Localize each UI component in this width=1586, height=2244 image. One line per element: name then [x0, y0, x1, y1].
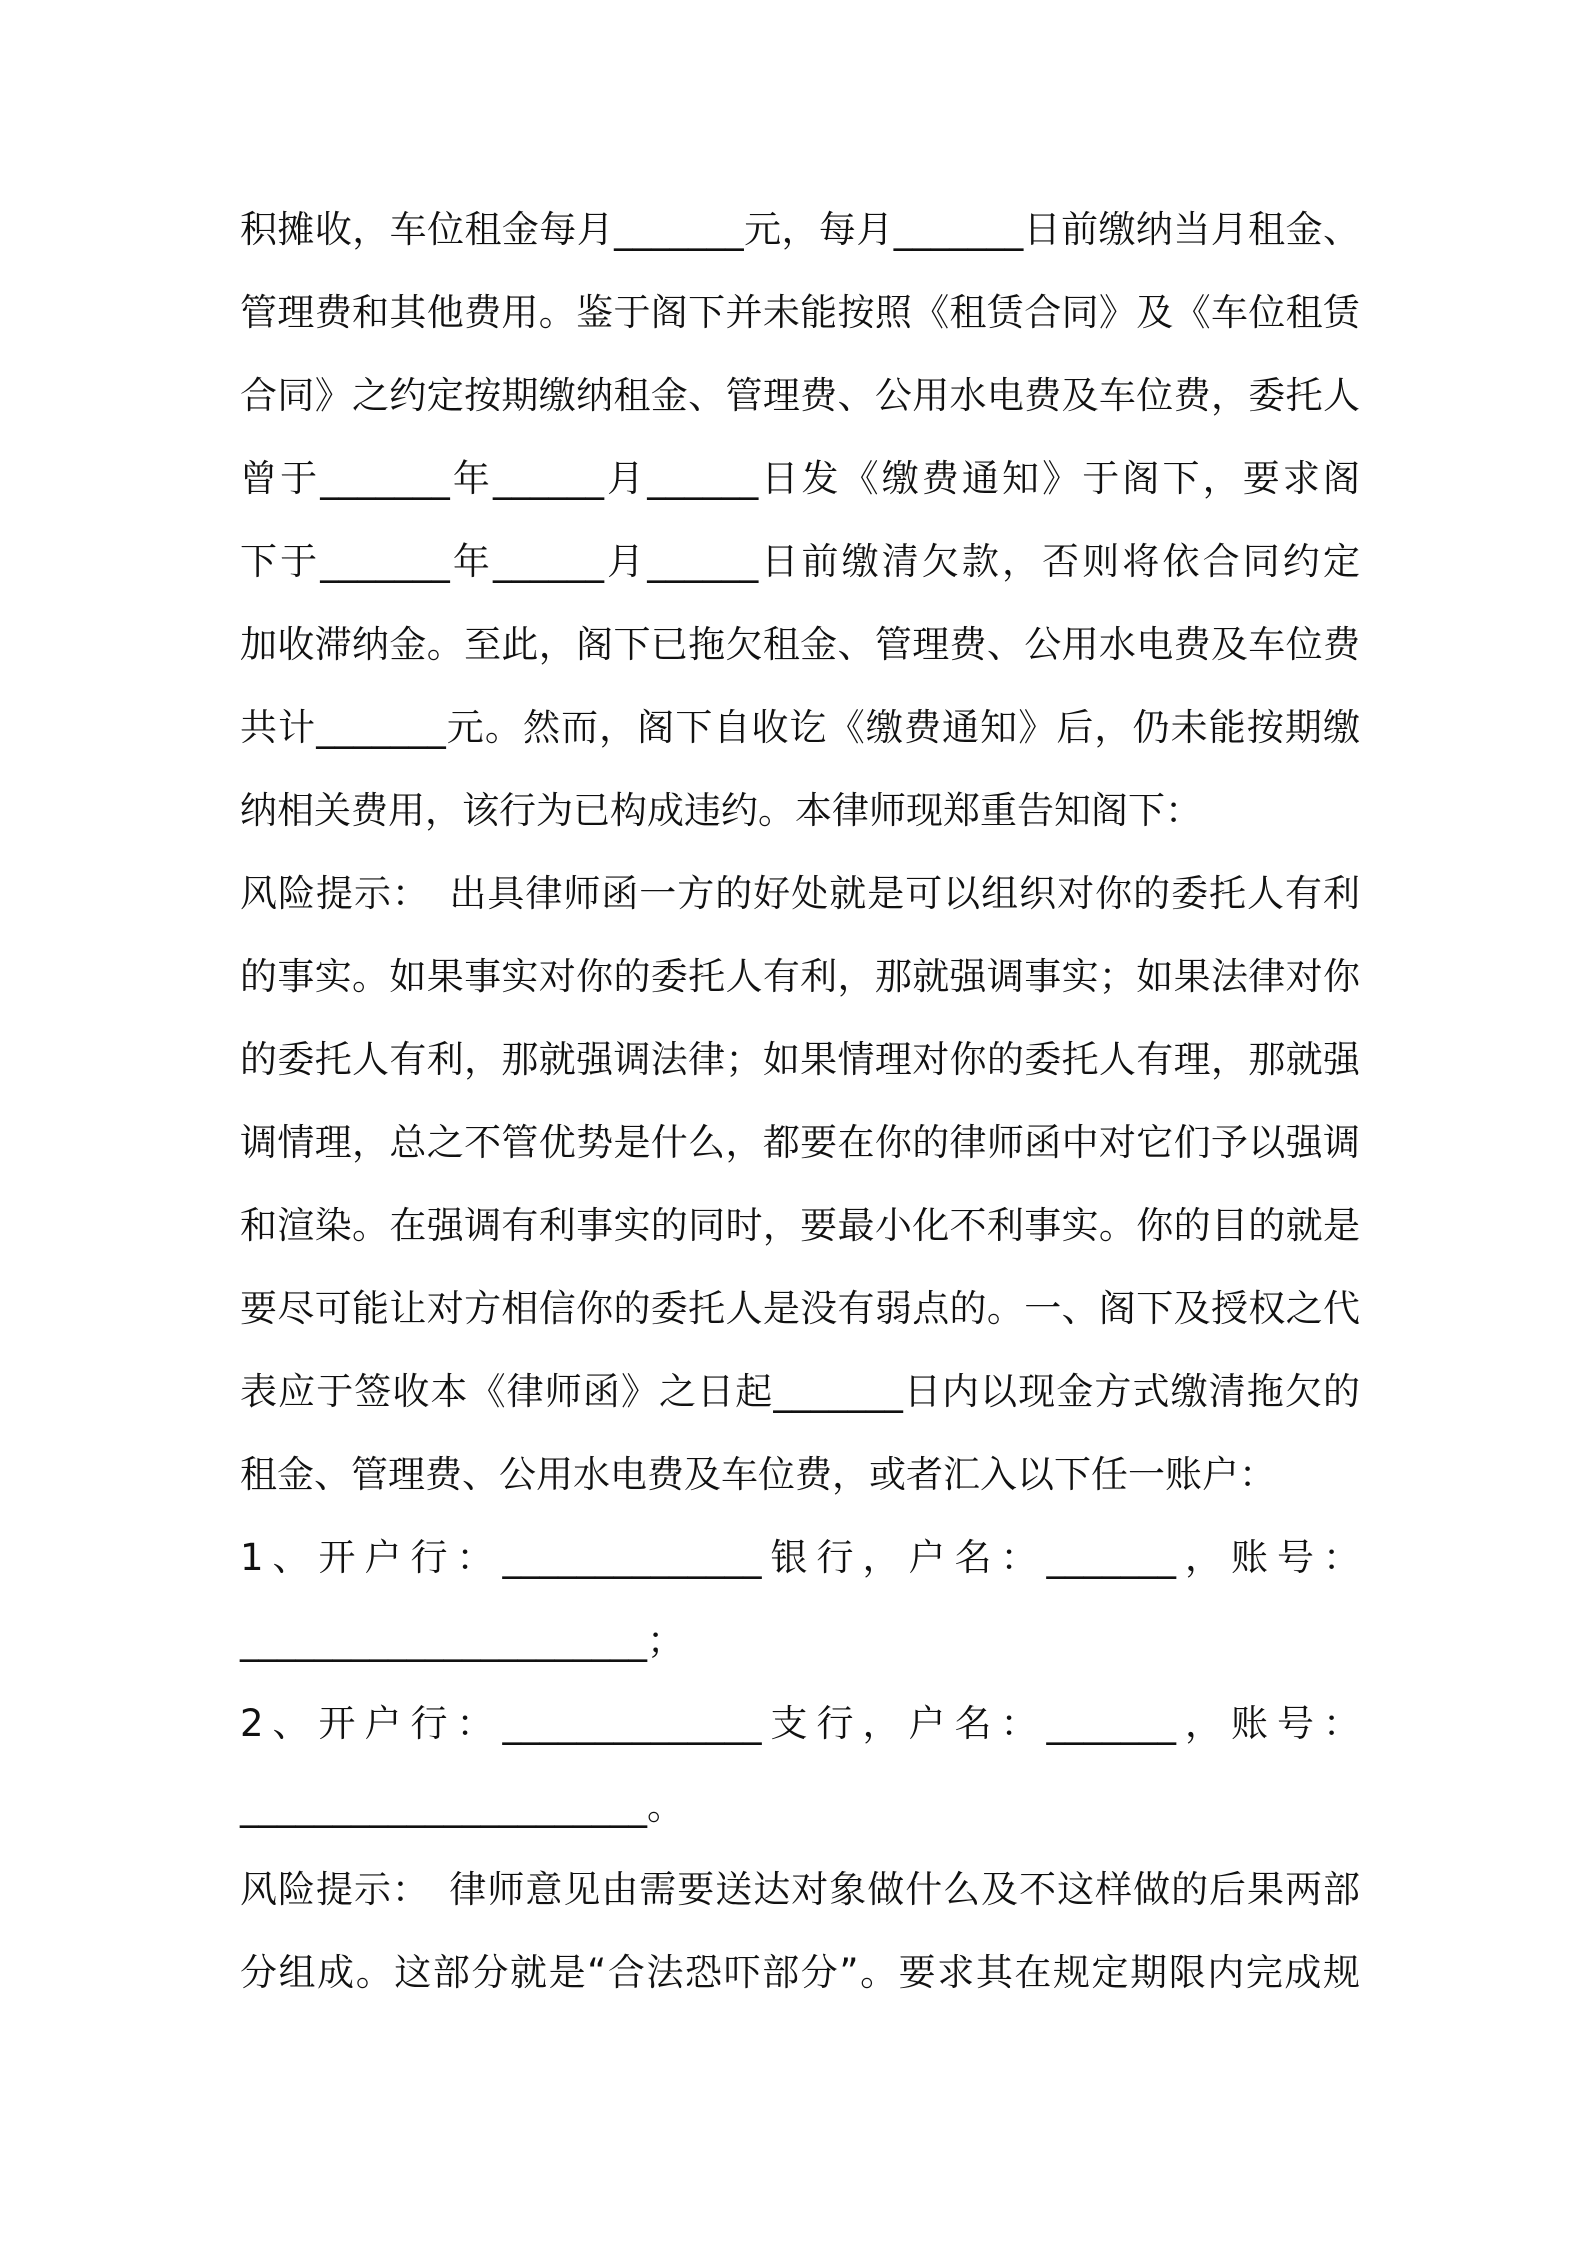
text-line: 的委托人有利，那就强调法律；如果情理对你的委托人有理，那就强: [240, 1038, 1360, 1081]
text-line: 曾于_______年______月______日发《缴费通知》于阁下，要求阁: [240, 457, 1360, 500]
text-line: 表应于签收本《律师函》之日起_______日内以现金方式缴清拖欠的: [240, 1370, 1360, 1413]
account-line-1: 1、开户行：______________银行，户名：_______，账号：: [240, 1536, 1360, 1579]
text-line: 和渲染。在强调有利事实的同时，要最小化不利事实。你的目的就是: [240, 1204, 1360, 1247]
text-line: 分组成。这部分就是“合法恐吓部分”。要求其在规定期限内完成规: [240, 1951, 1360, 1994]
text-line: 加收滞纳金。至此，阁下已拖欠租金、管理费、公用水电费及车位费: [240, 623, 1360, 666]
text-line: 调情理，总之不管优势是什么，都要在你的律师函中对它们予以强调: [240, 1121, 1360, 1164]
text-line: 的事实。如果事实对你的委托人有利，那就强调事实；如果法律对你: [240, 955, 1360, 998]
text-line: 租金、管理费、公用水电费及车位费，或者汇入以下任一账户：: [240, 1453, 1276, 1496]
text-line: 共计_______元。然而，阁下自收讫《缴费通知》后，仍未能按期缴: [240, 706, 1360, 749]
text-line: 要尽可能让对方相信你的委托人是没有弱点的。一、阁下及授权之代: [240, 1287, 1360, 1330]
account-number-blank-2: ______________________。: [240, 1785, 684, 1828]
text-line: 管理费和其他费用。鉴于阁下并未能按照《租赁合同》及《车位租赁: [240, 291, 1360, 334]
text-line: 下于_______年______月______日前缴清欠款，否则将依合同约定: [240, 540, 1360, 583]
text-line: 纳相关费用，该行为已构成违约。本律师现郑重告知阁下：: [240, 789, 1202, 832]
text-line: 合同》之约定按期缴纳租金、管理费、公用水电费及车位费，委托人: [240, 374, 1360, 417]
account-number-blank-1: ______________________；: [240, 1619, 684, 1662]
document-body: [240, 188, 1360, 2014]
risk-note-line: 风险提示： 出具律师函一方的好处就是可以组织对你的委托人有利: [240, 872, 1360, 915]
risk-note-line: 风险提示： 律师意见由需要送达对象做什么及不这样做的后果两部: [240, 1868, 1360, 1911]
account-line-2: 2、开户行：______________支行，户名：_______，账号：: [240, 1702, 1360, 1745]
text-line: 积摊收，车位租金每月_______元，每月_______日前缴纳当月租金、: [240, 208, 1360, 251]
